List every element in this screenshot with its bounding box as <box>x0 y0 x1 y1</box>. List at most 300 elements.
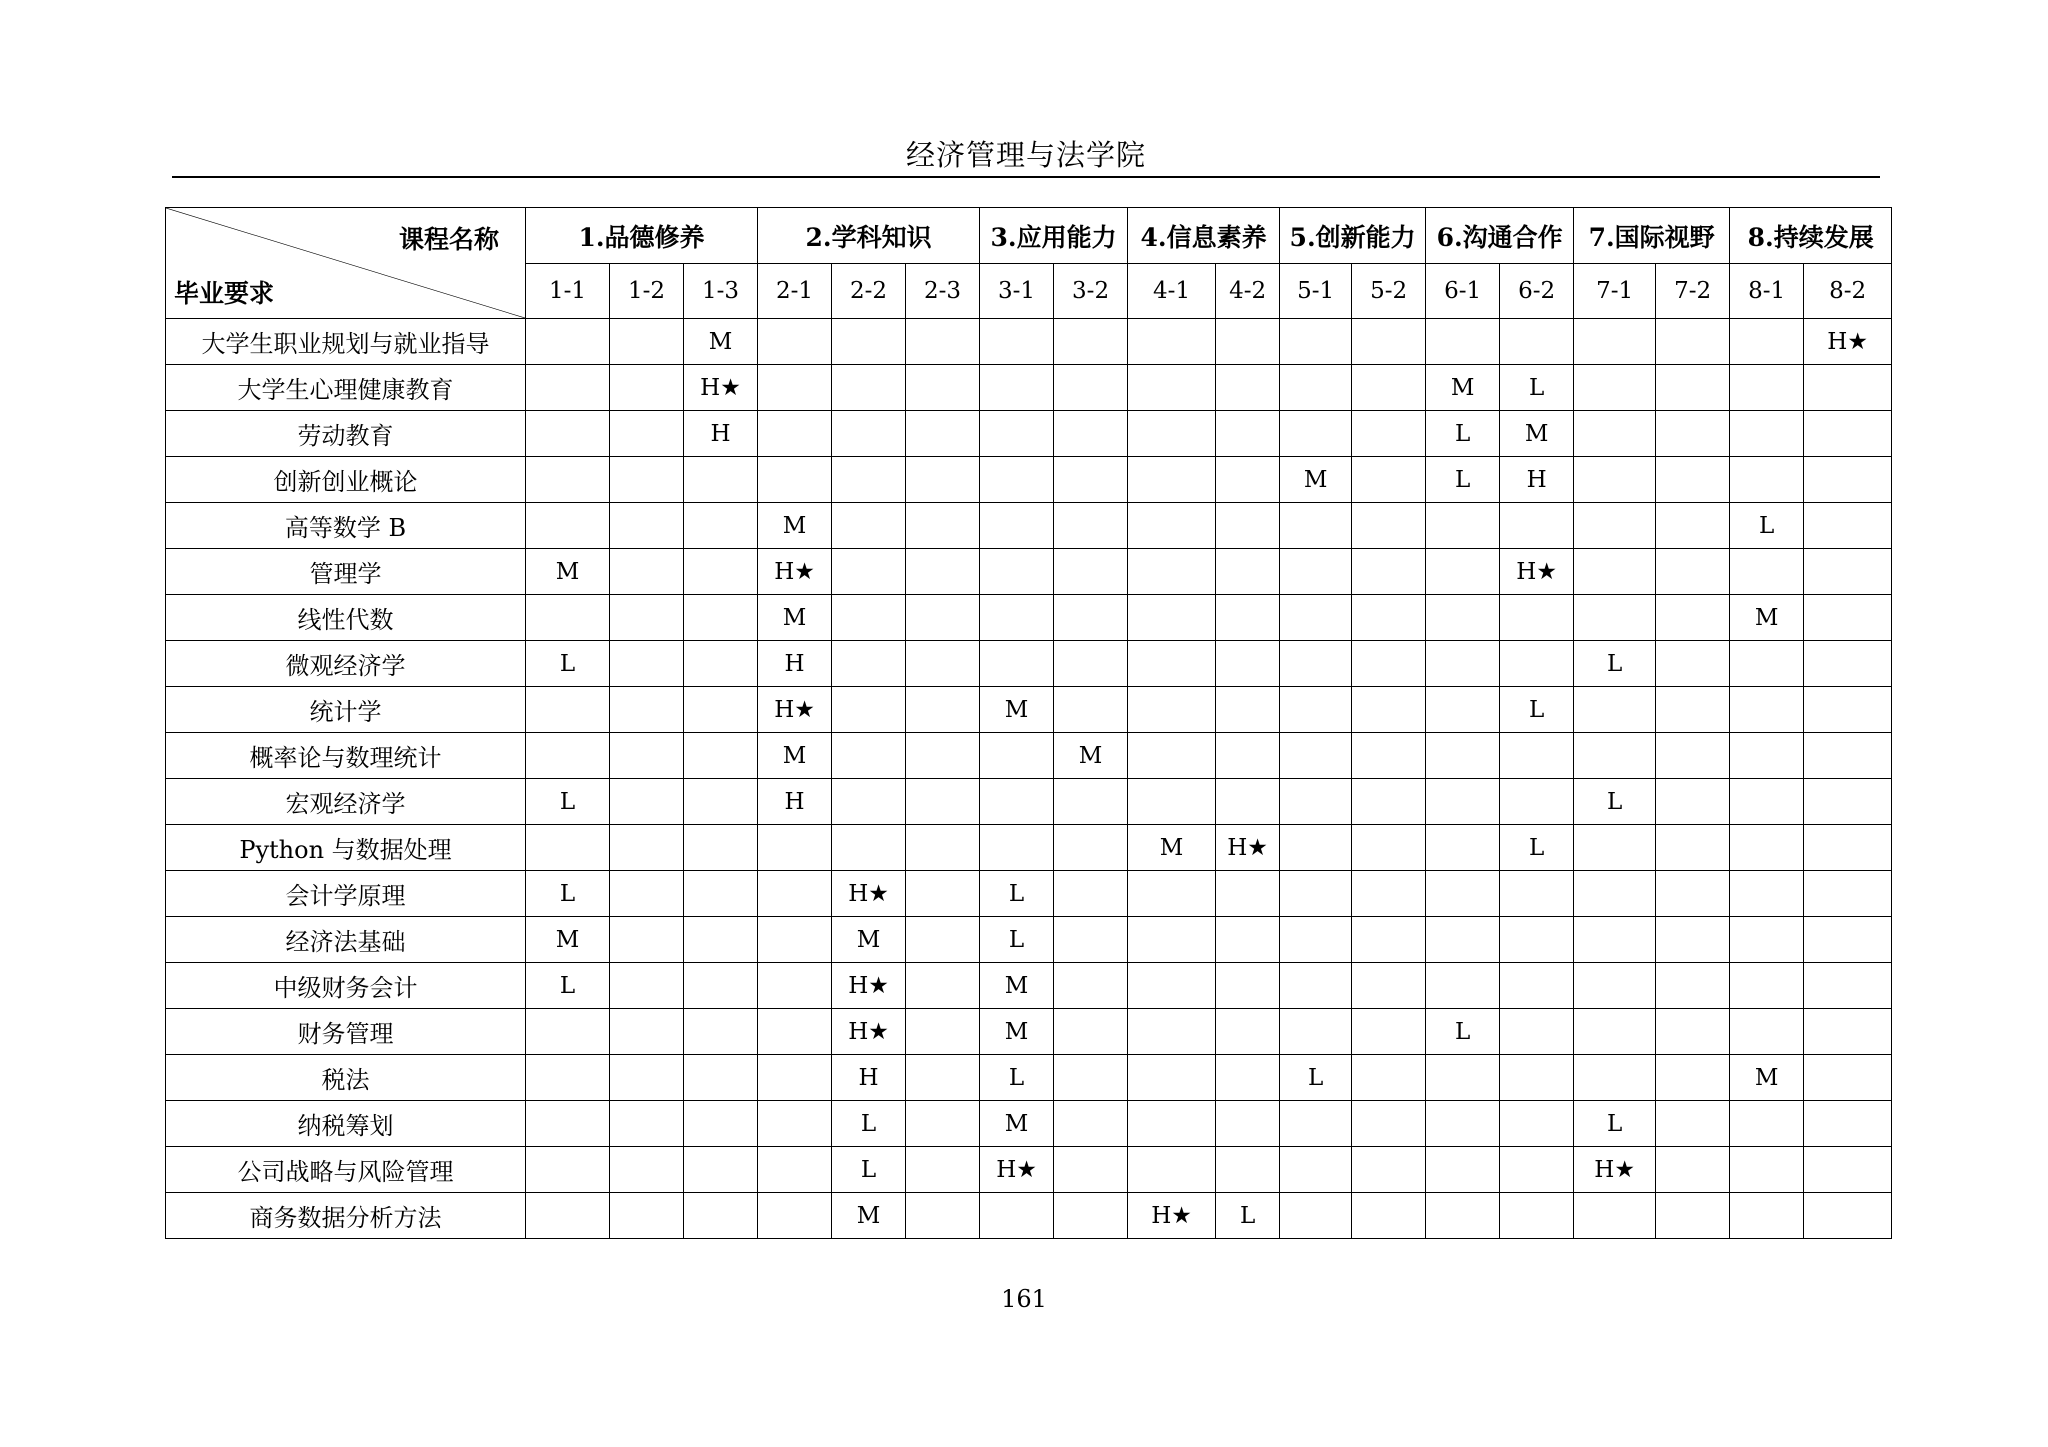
requirement-level-cell: L <box>980 917 1054 963</box>
requirement-level-cell <box>1804 1147 1892 1193</box>
requirement-level-cell <box>1280 549 1352 595</box>
requirement-level-cell <box>610 549 684 595</box>
requirement-level-cell <box>1730 779 1804 825</box>
requirement-level-cell <box>1730 457 1804 503</box>
corner-top-label: 课程名称 <box>398 225 499 254</box>
requirement-level-cell <box>980 503 1054 549</box>
requirement-level-cell <box>1804 549 1892 595</box>
requirement-level-cell <box>610 687 684 733</box>
requirement-level-cell <box>526 319 610 365</box>
requirement-level-cell <box>1730 1009 1804 1055</box>
requirement-level-cell <box>1216 457 1280 503</box>
requirement-level-cell <box>1574 503 1656 549</box>
requirement-level-cell <box>1574 687 1656 733</box>
requirement-level-cell <box>1216 1101 1280 1147</box>
requirement-level-cell <box>1216 365 1280 411</box>
requirement-level-cell <box>526 503 610 549</box>
course-name-cell: 宏观经济学 <box>166 779 526 825</box>
requirement-level-cell <box>1426 1055 1500 1101</box>
requirement-level-cell <box>1656 411 1730 457</box>
requirement-level-cell <box>1054 549 1128 595</box>
requirement-level-cell <box>1656 549 1730 595</box>
sub-header: 8-2 <box>1804 264 1892 319</box>
course-name-cell: 财务管理 <box>166 1009 526 1055</box>
requirement-level-cell <box>1054 457 1128 503</box>
requirement-level-cell <box>1656 457 1730 503</box>
requirement-level-cell <box>1216 1009 1280 1055</box>
requirement-level-cell <box>1500 1009 1574 1055</box>
requirement-level-cell <box>906 1009 980 1055</box>
sub-header: 2-1 <box>758 264 832 319</box>
requirement-level-cell: H★ <box>684 365 758 411</box>
sub-header: 2-2 <box>832 264 906 319</box>
requirement-level-cell: L <box>832 1101 906 1147</box>
requirement-level-cell <box>980 595 1054 641</box>
requirement-level-cell: L <box>1574 1101 1656 1147</box>
requirement-level-cell <box>1804 687 1892 733</box>
requirement-level-cell <box>1804 503 1892 549</box>
requirement-level-cell <box>1352 365 1426 411</box>
requirement-level-cell <box>684 963 758 1009</box>
requirement-level-cell <box>1216 1055 1280 1101</box>
table-row <box>166 641 1892 687</box>
requirement-level-cell <box>1656 641 1730 687</box>
requirement-level-cell <box>1426 1193 1500 1239</box>
requirement-level-cell <box>1128 1147 1216 1193</box>
requirement-level-cell <box>1426 825 1500 871</box>
group-header-row <box>166 208 1892 264</box>
requirement-level-cell <box>526 1101 610 1147</box>
requirement-level-cell <box>610 641 684 687</box>
requirement-level-cell: H★ <box>758 549 832 595</box>
page-number: 161 <box>1001 1285 1047 1313</box>
table-row <box>166 917 1892 963</box>
requirement-level-cell: M <box>832 1193 906 1239</box>
requirement-level-cell: L <box>1216 1193 1280 1239</box>
requirement-level-cell <box>832 411 906 457</box>
requirement-level-cell <box>1804 779 1892 825</box>
course-name-cell: 创新创业概论 <box>166 457 526 503</box>
requirement-level-cell <box>1730 549 1804 595</box>
requirement-level-cell <box>1054 687 1128 733</box>
requirement-level-cell: H★ <box>1128 1193 1216 1239</box>
course-name-cell: 商务数据分析方法 <box>166 1193 526 1239</box>
requirement-level-cell <box>1656 733 1730 779</box>
requirement-level-cell <box>526 1193 610 1239</box>
requirement-level-cell <box>832 779 906 825</box>
requirement-level-cell <box>1128 365 1216 411</box>
requirement-level-cell <box>1054 1055 1128 1101</box>
requirement-level-cell <box>1500 641 1574 687</box>
requirement-level-cell: L <box>526 779 610 825</box>
requirement-level-cell <box>832 319 906 365</box>
requirement-level-cell <box>1574 1193 1656 1239</box>
requirement-level-cell <box>1804 871 1892 917</box>
requirement-level-cell <box>758 411 832 457</box>
requirement-level-cell <box>1656 1101 1730 1147</box>
requirement-level-cell: L <box>1730 503 1804 549</box>
requirement-level-cell <box>1656 1055 1730 1101</box>
requirement-level-cell <box>832 503 906 549</box>
requirement-level-cell <box>1656 917 1730 963</box>
requirement-level-cell <box>1574 733 1656 779</box>
requirement-level-cell <box>1804 917 1892 963</box>
requirement-level-cell <box>1216 733 1280 779</box>
requirement-level-cell <box>1426 503 1500 549</box>
course-name-cell: 中级财务会计 <box>166 963 526 1009</box>
requirement-level-cell: M <box>758 733 832 779</box>
requirement-level-cell <box>1730 411 1804 457</box>
table-row <box>166 1101 1892 1147</box>
requirement-level-cell <box>758 365 832 411</box>
requirement-level-cell <box>610 963 684 1009</box>
requirement-level-cell <box>1730 365 1804 411</box>
requirement-level-cell <box>526 687 610 733</box>
requirement-level-cell <box>684 549 758 595</box>
requirement-level-cell <box>526 1009 610 1055</box>
requirement-level-cell <box>526 733 610 779</box>
requirement-level-cell: L <box>1574 779 1656 825</box>
requirement-level-cell <box>1352 503 1426 549</box>
requirement-level-cell <box>1500 1101 1574 1147</box>
requirement-level-cell <box>1574 963 1656 1009</box>
requirement-level-cell <box>1656 365 1730 411</box>
requirement-level-cell <box>758 1193 832 1239</box>
requirement-level-cell <box>1352 595 1426 641</box>
requirement-level-cell <box>1574 549 1656 595</box>
requirement-level-cell <box>758 1147 832 1193</box>
requirement-level-cell <box>1216 595 1280 641</box>
requirement-level-cell <box>906 503 980 549</box>
table-row <box>166 1193 1892 1239</box>
requirement-level-cell <box>1280 1101 1352 1147</box>
requirement-level-cell <box>1352 779 1426 825</box>
requirement-level-cell <box>684 871 758 917</box>
requirement-level-cell <box>1656 825 1730 871</box>
requirement-level-cell <box>906 365 980 411</box>
requirement-level-cell <box>980 319 1054 365</box>
course-name-cell: Python 与数据处理 <box>166 825 526 871</box>
requirement-level-cell <box>906 779 980 825</box>
requirement-level-cell <box>1352 825 1426 871</box>
requirement-level-cell <box>832 687 906 733</box>
table-row <box>166 687 1892 733</box>
sub-header: 7-1 <box>1574 264 1656 319</box>
requirement-level-cell <box>1574 365 1656 411</box>
requirement-level-cell <box>832 641 906 687</box>
requirement-level-cell <box>758 871 832 917</box>
requirement-level-cell <box>610 917 684 963</box>
requirement-level-cell <box>1574 917 1656 963</box>
course-name-cell: 概率论与数理统计 <box>166 733 526 779</box>
requirement-level-cell <box>1804 457 1892 503</box>
table-row <box>166 779 1892 825</box>
requirement-level-cell <box>684 1101 758 1147</box>
requirement-level-cell: H★ <box>980 1147 1054 1193</box>
requirement-level-cell: M <box>1128 825 1216 871</box>
requirement-level-cell <box>758 1009 832 1055</box>
requirement-level-cell <box>1128 733 1216 779</box>
requirement-level-cell <box>906 1147 980 1193</box>
requirement-level-cell <box>1426 917 1500 963</box>
requirement-level-cell <box>1216 503 1280 549</box>
table-row <box>166 871 1892 917</box>
requirement-level-cell <box>1352 319 1426 365</box>
requirement-level-cell <box>1216 917 1280 963</box>
requirement-level-cell <box>1574 871 1656 917</box>
requirement-level-cell: H★ <box>832 871 906 917</box>
requirement-level-cell <box>906 871 980 917</box>
requirement-level-cell <box>1426 1101 1500 1147</box>
requirement-level-cell: M <box>1730 1055 1804 1101</box>
requirement-level-cell <box>1280 319 1352 365</box>
requirement-level-cell <box>1054 411 1128 457</box>
requirement-level-cell <box>1352 1009 1426 1055</box>
requirement-level-cell <box>1054 1101 1128 1147</box>
requirement-level-cell <box>1730 1147 1804 1193</box>
requirement-level-cell <box>1656 687 1730 733</box>
requirement-level-cell <box>1656 319 1730 365</box>
requirement-level-cell: L <box>1500 365 1574 411</box>
requirement-level-cell <box>1216 549 1280 595</box>
requirement-level-cell <box>1656 1009 1730 1055</box>
requirement-level-cell <box>1574 319 1656 365</box>
requirement-level-cell <box>1128 595 1216 641</box>
requirement-level-cell <box>1804 733 1892 779</box>
requirement-level-cell <box>758 319 832 365</box>
requirement-level-cell: M <box>980 963 1054 1009</box>
requirement-level-cell <box>1574 457 1656 503</box>
matrix-body <box>166 319 1892 1239</box>
requirement-level-cell <box>1128 641 1216 687</box>
requirement-level-cell <box>1656 871 1730 917</box>
requirement-level-cell <box>1656 503 1730 549</box>
sub-header: 3-2 <box>1054 264 1128 319</box>
requirement-level-cell <box>610 1101 684 1147</box>
requirement-level-cell <box>1574 825 1656 871</box>
requirement-level-cell <box>1280 411 1352 457</box>
requirement-level-cell <box>1128 871 1216 917</box>
requirement-level-cell: L <box>980 1055 1054 1101</box>
requirement-level-cell <box>684 457 758 503</box>
requirement-level-cell <box>1054 825 1128 871</box>
requirement-level-cell <box>1426 963 1500 1009</box>
requirement-level-cell <box>1500 595 1574 641</box>
requirement-level-cell <box>684 595 758 641</box>
requirement-level-cell <box>1128 411 1216 457</box>
sub-header: 3-1 <box>980 264 1054 319</box>
requirement-level-cell <box>906 1101 980 1147</box>
requirement-level-cell <box>684 1193 758 1239</box>
requirement-level-cell <box>1280 1193 1352 1239</box>
requirement-level-cell: M <box>980 1101 1054 1147</box>
requirement-level-cell <box>1280 365 1352 411</box>
requirement-level-cell <box>1352 1193 1426 1239</box>
requirement-level-cell <box>1500 871 1574 917</box>
requirement-level-cell <box>1500 1193 1574 1239</box>
sub-header: 1-1 <box>526 264 610 319</box>
requirement-level-cell: M <box>526 917 610 963</box>
requirement-level-cell <box>1216 687 1280 733</box>
requirement-level-cell <box>1730 319 1804 365</box>
requirement-level-cell <box>684 825 758 871</box>
requirement-level-cell <box>684 779 758 825</box>
requirement-level-cell <box>1656 595 1730 641</box>
requirement-level-cell <box>1426 319 1500 365</box>
requirement-level-cell <box>1128 963 1216 1009</box>
requirement-level-cell <box>1804 825 1892 871</box>
requirement-level-cell <box>610 1147 684 1193</box>
sub-header: 1-3 <box>684 264 758 319</box>
requirement-level-cell <box>1128 319 1216 365</box>
requirement-level-cell <box>906 457 980 503</box>
course-name-cell: 大学生职业规划与就业指导 <box>166 319 526 365</box>
requirement-level-cell <box>684 503 758 549</box>
requirement-level-cell <box>1500 963 1574 1009</box>
requirement-level-cell <box>1500 503 1574 549</box>
requirement-level-cell <box>1280 687 1352 733</box>
requirement-level-cell <box>1054 963 1128 1009</box>
requirement-level-cell <box>684 733 758 779</box>
requirement-level-cell <box>1730 1193 1804 1239</box>
requirement-level-cell <box>1280 1009 1352 1055</box>
requirement-level-cell: H★ <box>832 1009 906 1055</box>
requirement-level-cell <box>1352 963 1426 1009</box>
table-row <box>166 595 1892 641</box>
requirement-level-cell <box>1216 779 1280 825</box>
requirement-level-cell <box>832 365 906 411</box>
requirement-level-cell: L <box>1574 641 1656 687</box>
requirement-level-cell <box>1128 779 1216 825</box>
table-row <box>166 365 1892 411</box>
requirement-level-cell: M <box>526 549 610 595</box>
table-row <box>166 549 1892 595</box>
requirement-level-cell: M <box>1280 457 1352 503</box>
requirement-level-cell <box>1216 411 1280 457</box>
requirement-level-cell <box>684 687 758 733</box>
requirement-level-cell <box>1574 1055 1656 1101</box>
requirement-level-cell: L <box>832 1147 906 1193</box>
requirement-level-cell <box>1656 1147 1730 1193</box>
requirement-level-cell: M <box>980 687 1054 733</box>
requirement-level-cell <box>1656 779 1730 825</box>
table-row <box>166 1147 1892 1193</box>
requirement-level-cell <box>906 641 980 687</box>
requirement-level-cell <box>1730 733 1804 779</box>
page-title: 经济管理与法学院 <box>905 138 1146 172</box>
requirement-level-cell: L <box>1426 1009 1500 1055</box>
requirement-level-cell <box>758 917 832 963</box>
requirement-level-cell: M <box>832 917 906 963</box>
requirement-level-cell <box>1280 1147 1352 1193</box>
requirement-level-cell <box>980 1193 1054 1239</box>
requirement-level-cell: L <box>1426 411 1500 457</box>
requirement-level-cell <box>610 733 684 779</box>
requirement-level-cell <box>526 825 610 871</box>
requirement-level-cell <box>1804 1055 1892 1101</box>
group-header: 6.沟通合作 <box>1426 208 1574 264</box>
requirement-level-cell <box>684 917 758 963</box>
group-header: 8.持续发展 <box>1730 208 1892 264</box>
requirement-level-cell: L <box>1426 457 1500 503</box>
group-header: 2.学科知识 <box>758 208 980 264</box>
requirement-level-cell <box>980 411 1054 457</box>
requirement-level-cell <box>1054 641 1128 687</box>
table-row <box>166 319 1892 365</box>
requirement-level-cell <box>1054 917 1128 963</box>
requirement-level-cell <box>610 503 684 549</box>
sub-header: 6-2 <box>1500 264 1574 319</box>
requirement-level-cell <box>526 1147 610 1193</box>
requirement-level-cell <box>1280 825 1352 871</box>
table-row <box>166 733 1892 779</box>
requirement-level-cell <box>906 549 980 595</box>
requirement-level-cell <box>1280 963 1352 1009</box>
requirement-level-cell <box>1280 871 1352 917</box>
requirement-level-cell <box>1280 503 1352 549</box>
requirement-level-cell <box>1352 641 1426 687</box>
requirement-level-cell <box>1426 871 1500 917</box>
requirement-level-cell <box>1804 963 1892 1009</box>
course-name-cell: 大学生心理健康教育 <box>166 365 526 411</box>
course-name-cell: 统计学 <box>166 687 526 733</box>
requirement-level-cell <box>1352 411 1426 457</box>
requirement-level-cell <box>906 1193 980 1239</box>
sub-header: 5-2 <box>1352 264 1426 319</box>
requirement-level-cell <box>526 411 610 457</box>
requirement-level-cell <box>1500 1055 1574 1101</box>
sub-header: 8-1 <box>1730 264 1804 319</box>
requirement-level-cell <box>1500 779 1574 825</box>
requirement-level-cell <box>684 1055 758 1101</box>
requirement-level-cell <box>1280 917 1352 963</box>
requirement-level-cell <box>1804 1193 1892 1239</box>
requirement-level-cell <box>1656 1193 1730 1239</box>
course-name-cell: 会计学原理 <box>166 871 526 917</box>
requirement-level-cell <box>906 917 980 963</box>
requirement-level-cell <box>980 825 1054 871</box>
requirement-level-cell: H <box>684 411 758 457</box>
sub-header: 7-2 <box>1656 264 1730 319</box>
requirement-level-cell: M <box>980 1009 1054 1055</box>
requirement-level-cell: H★ <box>1500 549 1574 595</box>
requirement-level-cell <box>1352 733 1426 779</box>
requirement-level-cell <box>1804 1101 1892 1147</box>
sub-header: 5-1 <box>1280 264 1352 319</box>
requirement-level-cell <box>832 549 906 595</box>
requirement-level-cell <box>610 1055 684 1101</box>
requirement-level-cell <box>1054 319 1128 365</box>
requirement-level-cell <box>610 595 684 641</box>
requirement-level-cell <box>1054 1193 1128 1239</box>
requirement-level-cell <box>1054 595 1128 641</box>
requirement-level-cell <box>1426 733 1500 779</box>
requirement-level-cell <box>526 365 610 411</box>
requirement-level-cell <box>758 963 832 1009</box>
requirement-level-cell <box>1216 1147 1280 1193</box>
requirement-level-cell <box>684 641 758 687</box>
requirement-level-cell <box>1128 1055 1216 1101</box>
requirement-level-cell: L <box>980 871 1054 917</box>
requirement-level-cell <box>980 365 1054 411</box>
requirement-level-cell <box>684 1009 758 1055</box>
requirement-level-cell <box>832 825 906 871</box>
requirement-level-cell: M <box>1730 595 1804 641</box>
course-name-cell: 线性代数 <box>166 595 526 641</box>
table-row <box>166 411 1892 457</box>
requirement-level-cell <box>1054 503 1128 549</box>
course-name-cell: 公司战略与风险管理 <box>166 1147 526 1193</box>
